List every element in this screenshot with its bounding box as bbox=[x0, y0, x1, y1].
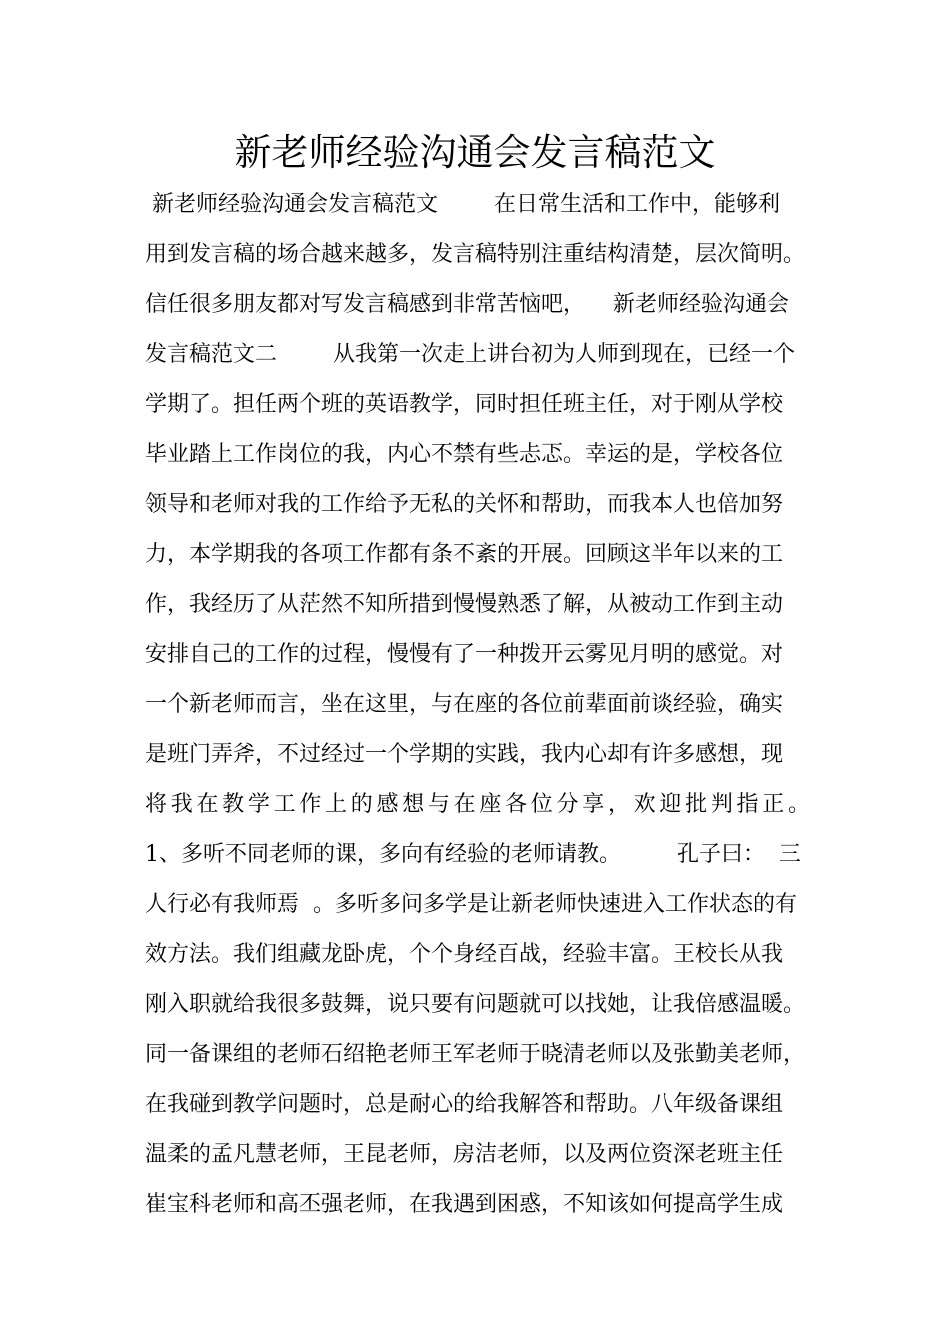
body-line: 信任很多朋友都对写发言稿感到非常苦恼吧， 新老师经验沟通会 bbox=[145, 292, 789, 317]
body-line: 作，我经历了从茫然不知所措到慢慢熟悉了解，从被动工作到主动 bbox=[145, 592, 784, 617]
body-line: 用到发言稿的场合越来越多，发言稿特别注重结构清楚，层次简明。 bbox=[145, 242, 806, 267]
body-line: 力，本学期我的各项工作都有条不紊的开展。回顾这半年以来的工 bbox=[145, 542, 784, 567]
body-line: 安排自己的工作的过程，慢慢有了一种拨开云雾见月明的感觉。对 bbox=[145, 642, 784, 667]
body-line: 新老师经验沟通会发言稿范文 在日常生活和工作中，能够利 bbox=[145, 192, 780, 217]
body-line: 刚入职就给我很多鼓舞，说只要有问题就可以找她，让我倍感温暖。 bbox=[145, 992, 806, 1017]
body-line: 效方法。我们组藏龙卧虎，个个身经百战，经验丰富。王校长从我 bbox=[145, 942, 784, 967]
body-line: 一个新老师而言，坐在这里，与在座的各位前辈面前谈经验，确实 bbox=[145, 692, 784, 717]
document-body bbox=[145, 180, 810, 1230]
body-line: 在我碰到教学问题时，总是耐心的给我解答和帮助。八年级备课组 bbox=[145, 1092, 784, 1117]
body-line: 发言稿范文二 从我第一次走上讲台初为人师到现在，已经一个 bbox=[145, 342, 795, 367]
body-line: 温柔的孟凡慧老师，王昆老师，房洁老师，以及两位资深老班主任 bbox=[145, 1142, 784, 1167]
document-title: 新老师经验沟通会发言稿范文 bbox=[234, 131, 716, 174]
body-line: 毕业踏上工作岗位的我，内心不禁有些忐忑。幸运的是，学校各位 bbox=[145, 442, 784, 467]
body-line: 同一备课组的老师石绍艳老师王军老师于晓清老师以及张勤美老师， bbox=[145, 1042, 806, 1067]
body-line: 人行必有我师焉 。多听多问多学是让新老师快速进入工作状态的有 bbox=[145, 892, 797, 917]
body-line: 崔宝科老师和高丕强老师，在我遇到困惑，不知该如何提高学生成 bbox=[145, 1192, 784, 1217]
body-line: 1、多听不同老师的课，多向有经验的老师请教。 孔子曰： 三 bbox=[145, 842, 801, 867]
body-line: 是班门弄斧，不过经过一个学期的实践，我内心却有许多感想，现 bbox=[145, 742, 784, 767]
body-line: 领导和老师对我的工作给予无私的关怀和帮助，而我本人也倍加努 bbox=[145, 492, 784, 517]
body-line: 将我在教学工作上的感想与在座各位分享，欢迎批判指正。 bbox=[145, 792, 810, 817]
body-line: 学期了。担任两个班的英语教学，同时担任班主任，对于刚从学校 bbox=[145, 392, 784, 417]
